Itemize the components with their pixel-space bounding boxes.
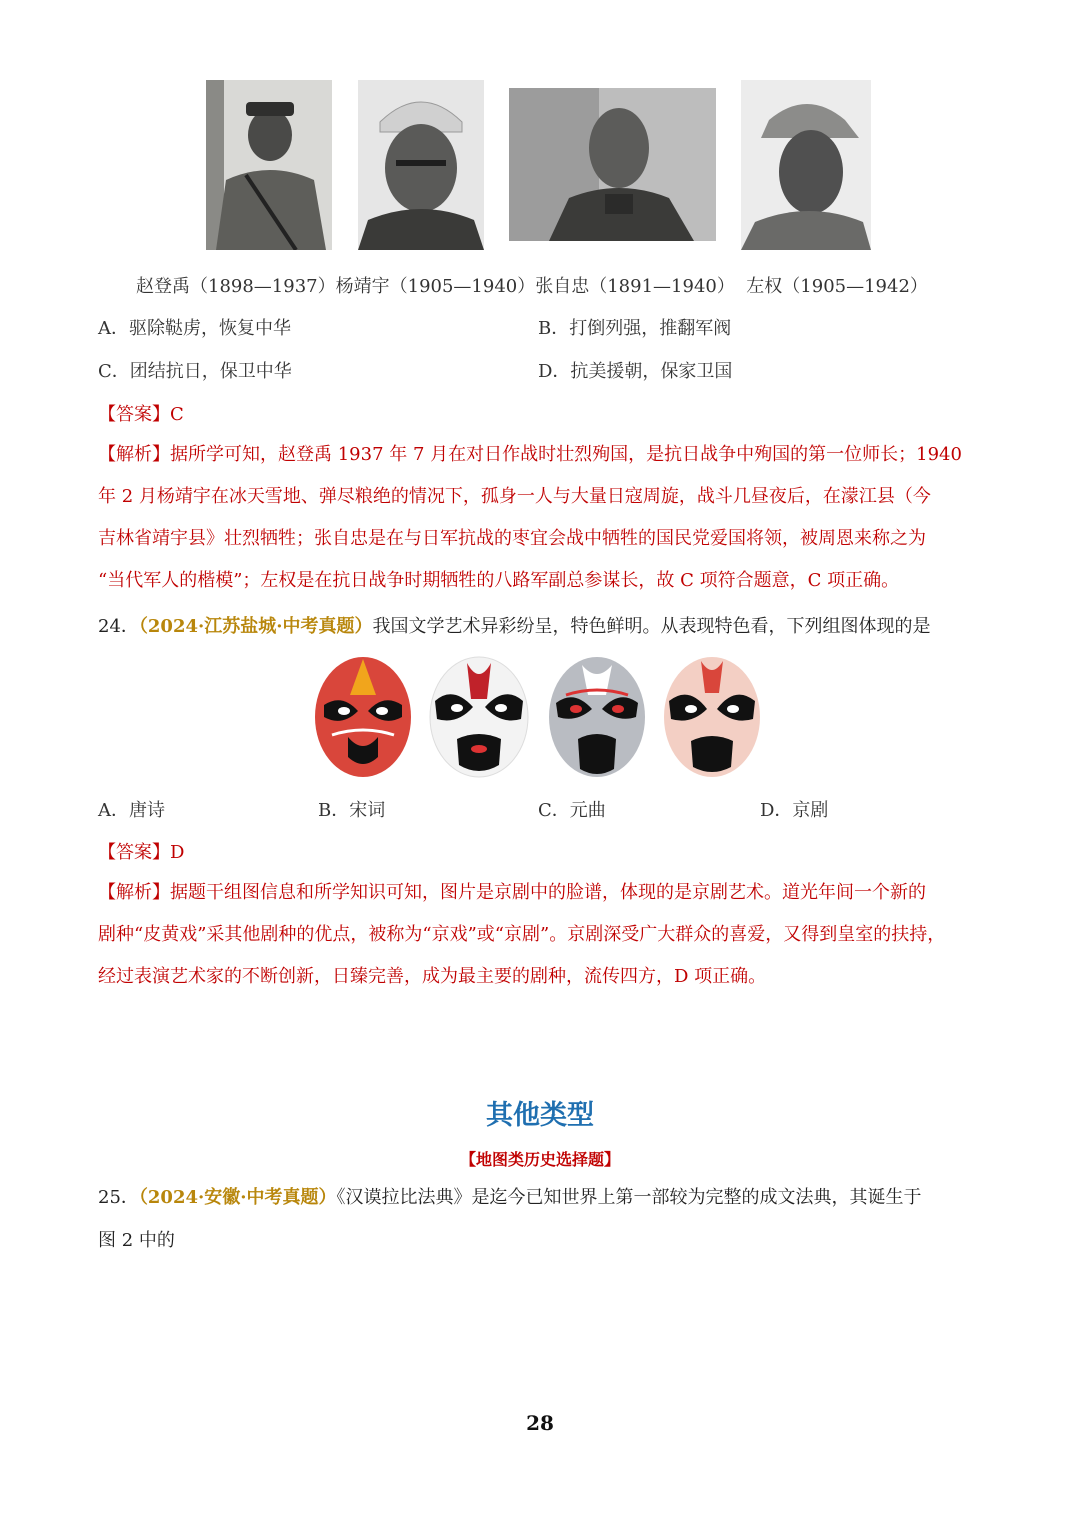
portrait-zhang-zizhong	[509, 88, 716, 241]
question-number: 25．	[98, 1187, 139, 1208]
analysis-line: 吉林省靖宇县》壮烈牺牲；张自忠是在与日军抗战的枣宜会战中牺牲的国民党爱国将领，被周恩来称之为	[98, 528, 926, 549]
q24-option-b[interactable]: B．宋词	[318, 800, 386, 821]
question-source: （2024·江苏盐城·中考真题）	[138, 616, 373, 637]
analysis-tag: 【解析】	[98, 444, 170, 465]
q24-answer	[98, 838, 184, 864]
portrait-zhao-dengyu	[206, 80, 332, 250]
q25-stem	[98, 1183, 922, 1209]
question-source: （2024·安徽·中考真题）	[138, 1187, 337, 1208]
analysis-line: 经过表演艺术家的不断创新，日臻完善，成为最主要的剧种，流传四方，D 项正确。	[98, 966, 767, 987]
q23-option-d[interactable]: D．抗美援朝，保家卫国	[538, 361, 733, 382]
analysis-tag: 【解析】	[98, 882, 170, 903]
q23-answer	[98, 400, 184, 426]
opera-mask-pink	[661, 655, 763, 780]
portrait-yang-jingyu	[358, 80, 484, 250]
q24-option-c[interactable]: C．元曲	[538, 800, 606, 821]
opera-mask-red	[312, 655, 414, 780]
analysis-line: “当代军人的楷模”；左权是在抗日战争时期牺牲的八路军副总参谋长，故 C 项符合题意，C 项正确。	[98, 570, 900, 591]
q24-analysis	[98, 872, 988, 998]
q23-option-a[interactable]: A．驱除鞑虏，恢复中华	[98, 318, 291, 339]
answer-value: C	[170, 404, 184, 425]
answer-tag: 【答案】	[98, 842, 170, 863]
question-number: 24．	[98, 616, 139, 637]
q24-option-d[interactable]: D．京剧	[760, 800, 829, 821]
analysis-line: 【解析】据题干组图信息和所学知识可知，图片是京剧中的脸谱，体现的是京剧艺术。道光年间一个新的	[98, 882, 926, 903]
answer-value: D	[170, 842, 185, 863]
analysis-line: 剧种“皮黄戏”采其他剧种的优点，被称为“京戏”或“京剧”。京剧深受广大群众的喜爱，又得到皇室的扶持，	[98, 924, 946, 945]
portrait-zuo-quan	[741, 80, 871, 250]
photo-caption: 赵登禹（1898—1937）杨靖宇（1905—1940）张自忠（1891—1940） 左权（1905—1942）	[136, 276, 928, 297]
q23-option-b[interactable]: B．打倒列强，推翻军阀	[538, 318, 732, 339]
analysis-line: 【解析】据所学可知，赵登禹 1937 年 7 月在对日作战时壮烈殉国，是抗日战争中殉国的第一位师长；1940	[98, 444, 962, 465]
page-number: 28	[526, 1411, 554, 1435]
q25-stem-continued: 图 2 中的	[98, 1230, 175, 1251]
q24-stem	[98, 612, 931, 638]
answer-tag: 【答案】	[98, 404, 170, 425]
question-text: 《汉谟拉比法典》是迄今已知世界上第一部较为完整的成文法典，其诞生于	[336, 1187, 922, 1208]
question-text: 我国文学艺术异彩纷呈，特色鲜明。从表现特色看，下列组图体现的是	[372, 616, 931, 637]
section-subheading: 【地图类历史选择题】	[459, 1150, 620, 1169]
q23-analysis	[98, 434, 988, 602]
analysis-line: 年 2 月杨靖宇在冰天雪地、弹尽粮绝的情况下，孤身一人与大量日寇周旋，战斗几昼夜后，在濛江县（今	[98, 486, 931, 507]
q24-option-a[interactable]: A．唐诗	[98, 800, 165, 821]
q23-option-c[interactable]: C．团结抗日，保卫中华	[98, 361, 292, 382]
section-heading: 其他类型	[486, 1100, 594, 1131]
opera-mask-grey	[546, 655, 648, 780]
opera-mask-white-black	[427, 655, 531, 780]
